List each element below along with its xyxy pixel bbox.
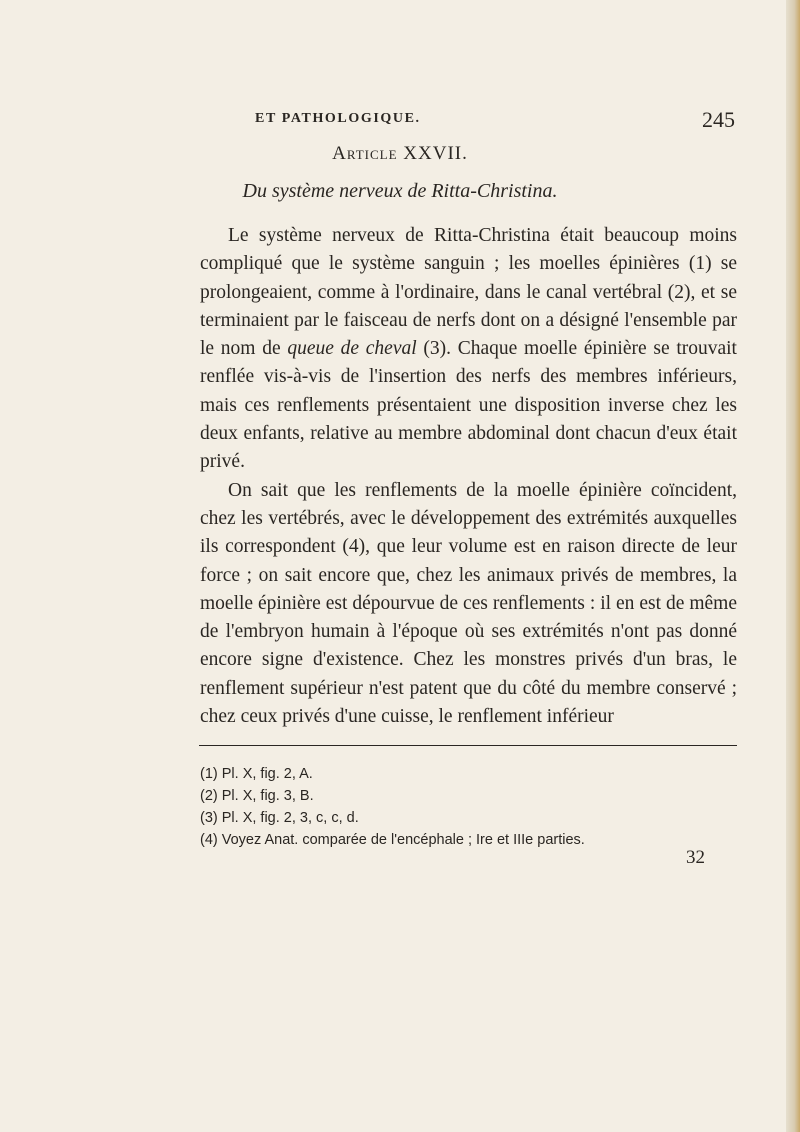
footnote: (2) Pl. X, fig. 3, B. [200,788,314,804]
footnote: (4) Voyez Anat. comparée de l'encéphale ; Ire et IIIe parties. [200,832,585,848]
italic-term: queue de cheval [287,338,417,360]
paragraph [200,222,737,477]
footnotes [200,763,737,851]
page-header [255,107,735,137]
paragraph: On sait que les renflements de la moelle épinière coïncident, chez les vertébrés, avec le développement des extrémités auxquelles ils correspondent (4), que leur volume est en raison directe de leur force ; on sait encore que, chez les animaux privés de membres, la moelle épinière est dépourvue de ces renflements : il en est de même de l'embryon humain à l'époque où ses extrémités n'ont pas donné encore signe d'existence. Chez les monstres privés d'un bras, le renflement supérieur n'est patent que du côté du membre conservé ; chez ceux privés d'une cuisse, le renflement inférieur [200,479,737,728]
page-number: 245 [702,107,735,132]
paragraph-text: Le système nerveux de Ritta-Christina était beaucoup moins compliqué que le système sanguin ; les moelles épinières (1) se prolongeaient, comme à l'ordinaire, dans le canal vertébral (2), et se terminaient par le faisceau de nerfs dont on a désigné l'ensemble par le nom de [200,225,737,360]
page-edge [786,0,800,1132]
paragraph-text: (3). Chaque moelle épinière se trouvait renflée vis-à-vis de l'insertion des nerfs des membres inférieurs, mais ces renflements présentaient une disposition inverse chez les deux enfants, relative au membre abdominal dont chacun d'eux était privé. [200,338,737,473]
footnote: (3) Pl. X, fig. 2, 3, c, c, d. [200,810,359,826]
footnote-rule [199,745,737,746]
signature-mark: 32 [686,847,705,868]
footnote: (1) Pl. X, fig. 2, A. [200,766,313,782]
article-subtitle: Du système nerveux de Ritta-Christina. [242,180,558,202]
running-head: ET PATHOLOGIQUE. [255,111,421,126]
body-text [200,222,737,731]
article-title: Article XXVII. [332,143,468,164]
